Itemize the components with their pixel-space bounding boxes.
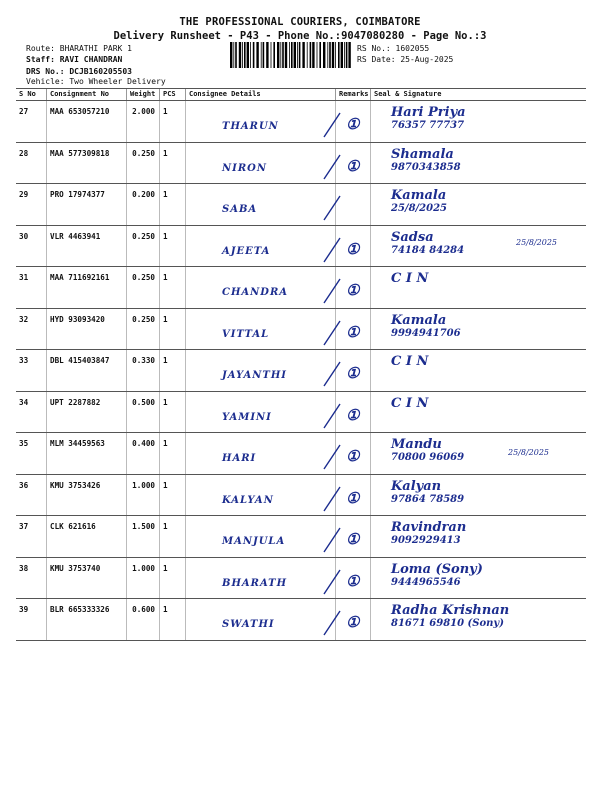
serial-number: 34 [16,392,47,433]
weight-value: 2.000 [127,101,160,142]
seal-signature [371,143,586,184]
signature-line: Kalyan [391,478,442,494]
weight-value: 0.250 [127,143,160,184]
signature-line: Kamala [391,188,447,203]
consignment-number: VLR 4463941 [47,226,127,267]
table-row [16,475,586,517]
handwritten-date-note: 25/8/2025 [508,448,550,457]
signature-phone: 97864 78589 [391,493,465,505]
consignment-number: BLR 665333326 [47,599,127,640]
circled-one-mark: ① [346,447,360,465]
weight-value: 0.500 [127,392,160,433]
serial-number: 29 [16,184,47,225]
vehicle-label: Vehicle: Two Wheeler Delivery [26,77,166,86]
consignment-number: MAA 653057210 [47,101,127,142]
signature-phone: 81671 69810 (Sony) [391,618,504,629]
table-row [16,558,586,600]
signature-line: C I N [391,395,429,411]
serial-number: 37 [16,516,47,557]
signature-phone: 74184 84284 [391,244,465,256]
pieces-count: 1 [160,309,186,350]
col-consignment: Consignment No [47,89,127,100]
circled-one-mark: ① [346,488,360,507]
pieces-count: 1 [160,267,186,308]
signature-phone: 9444965546 [391,576,461,588]
seal-signature [371,184,586,225]
consignment-number: MAA 577309818 [47,143,127,184]
serial-number: 39 [16,599,47,640]
pieces-count: 1 [160,475,186,516]
consignment-number: HYD 93093420 [47,309,127,350]
serial-number: 33 [16,350,47,391]
circled-one-mark: ① [346,405,360,424]
signature-line: Radha Krishnan [391,603,510,618]
serial-number: 36 [16,475,47,516]
consignment-number: CLK 621616 [47,516,127,557]
consignment-number: MLM 34459563 [47,433,127,474]
drs-label: DRS No.: DCJB160205503 [26,67,132,76]
signature-phone: 76357 77737 [391,120,465,131]
signature-line: Hari Priya [391,105,466,120]
consignee-name: MANJULA [186,516,336,557]
pieces-count: 1 [160,516,186,557]
seal-signature [371,516,586,557]
weight-value: 0.200 [127,184,160,225]
weight-value: 0.400 [127,433,160,474]
pieces-count: 1 [160,558,186,599]
consignee-name: SABA [186,184,336,225]
signature-line: Sadsa [391,229,434,245]
pieces-count: 1 [160,226,186,267]
weight-value: 0.250 [127,267,160,308]
serial-number: 30 [16,226,47,267]
weight-value: 1.000 [127,558,160,599]
consignment-number: PRO 17974377 [47,184,127,225]
signature-phone: 25/8/2025 [391,203,448,214]
weight-value: 0.250 [127,226,160,267]
col-consignee: Consignee Details [186,89,336,100]
weight-value: 1.500 [127,516,160,557]
table-row [16,226,586,268]
pieces-count: 1 [160,392,186,433]
runsheet-title: THE PROFESSIONAL COURIERS, COIMBATORE [179,16,421,28]
pieces-count: 1 [160,184,186,225]
consignee-name: YAMINI [186,392,336,433]
consignee-name: JAYANTHI [186,350,336,391]
seal-signature [371,350,586,391]
remark-mark [336,267,371,308]
remark-mark [336,433,371,474]
consignee-name: BHARATH [186,558,336,599]
runsheet-table [16,88,586,641]
circled-one-mark: ① [346,239,360,258]
weight-value: 1.000 [127,475,160,516]
signature-phone: 9994941706 [391,327,461,339]
table-row [16,599,586,641]
col-remarks: Remarks [336,89,371,100]
seal-signature [371,267,586,308]
consignment-number: DBL 415403847 [47,350,127,391]
tick-slash-icon [318,192,378,222]
serial-number: 27 [16,101,47,142]
circled-one-mark: ① [346,530,360,548]
seal-signature [371,309,586,350]
weight-value: 0.250 [127,309,160,350]
pieces-count: 1 [160,599,186,640]
table-row [16,267,586,309]
seal-signature [371,433,586,474]
consignment-number: KMU 3753426 [47,475,127,516]
circled-one-mark: ① [346,156,360,175]
circled-one-mark: ① [346,281,360,299]
signature-phone: 70800 96069 [391,452,465,463]
table-row [16,392,586,434]
seal-signature [371,599,586,640]
remark-mark [336,350,371,391]
seal-signature [371,101,586,142]
table-row [16,516,586,558]
col-seal: Seal & Signature [374,90,442,98]
remark-mark [336,184,371,225]
runsheet-subtitle: Delivery Runsheet - P43 - Phone No.:9047080280 - Page No.:3 [113,30,487,42]
serial-number: 32 [16,309,47,350]
consignee-name: VITTAL [186,309,336,350]
table-row [16,101,586,143]
consignment-number: MAA 711692161 [47,267,127,308]
consignee-name: KALYAN [186,475,336,516]
table-row [16,143,586,185]
remark-mark [336,226,371,267]
weight-value: 0.330 [127,350,160,391]
remark-mark [336,558,371,599]
serial-number: 38 [16,558,47,599]
consignee-name: SWATHI [186,599,336,640]
circled-one-mark: ① [346,322,360,341]
col-pcs: PCS [160,89,186,100]
rs-date-label: RS Date: 25-Aug-2025 [357,55,454,64]
remark-mark [336,516,371,557]
pieces-count: 1 [160,143,186,184]
table-header [16,88,586,101]
table-row [16,350,586,392]
rs-no-label: RS No.: 1602055 [357,44,430,53]
seal-signature [371,475,586,516]
remark-mark [336,392,371,433]
table-row [16,309,586,351]
route-label: Route: BHARATHI PARK 1 [26,44,132,53]
barcode [230,42,354,68]
signature-line: Mandu [391,437,442,452]
pieces-count: 1 [160,101,186,142]
consignment-number: KMU 3753740 [47,558,127,599]
signature-line: Kamala [391,312,447,328]
consignee-name: NIRON [186,143,336,184]
signature-line: C I N [391,271,429,286]
pieces-count: 1 [160,433,186,474]
serial-number: 35 [16,433,47,474]
pieces-count: 1 [160,350,186,391]
consignee-name: CHANDRA [186,267,336,308]
remark-mark [336,101,371,142]
seal-signature [371,392,586,433]
table-row [16,184,586,226]
signature-phone: 9092929413 [391,535,461,546]
col-weight: Weight [127,89,160,100]
staff-label: Staff: RAVI CHANDRAN [26,55,123,64]
circled-one-mark: ① [346,115,360,133]
signature-line: Ravindran [391,520,467,535]
consignment-number: UPT 2287882 [47,392,127,433]
signature-line: Shamala [391,146,454,162]
consignee-name: HARI [186,433,336,474]
seal-signature [371,558,586,599]
table-row [16,433,586,475]
remark-mark [336,309,371,350]
consignee-name: AJEETA [186,226,336,267]
circled-one-mark: ① [346,613,360,631]
remark-mark [336,475,371,516]
serial-number: 28 [16,143,47,184]
circled-one-mark: ① [346,571,360,590]
remark-mark [336,599,371,640]
remark-mark [336,143,371,184]
consignee-name: THARUN [186,101,336,142]
circled-one-mark: ① [346,364,360,382]
signature-line: Loma (Sony) [391,561,483,577]
signature-line: C I N [391,354,429,369]
signature-phone: 9870343858 [391,161,461,173]
serial-number: 31 [16,267,47,308]
col-sno: S No [16,89,47,100]
weight-value: 0.600 [127,599,160,640]
handwritten-date-note: 25/8/2025 [516,238,558,247]
